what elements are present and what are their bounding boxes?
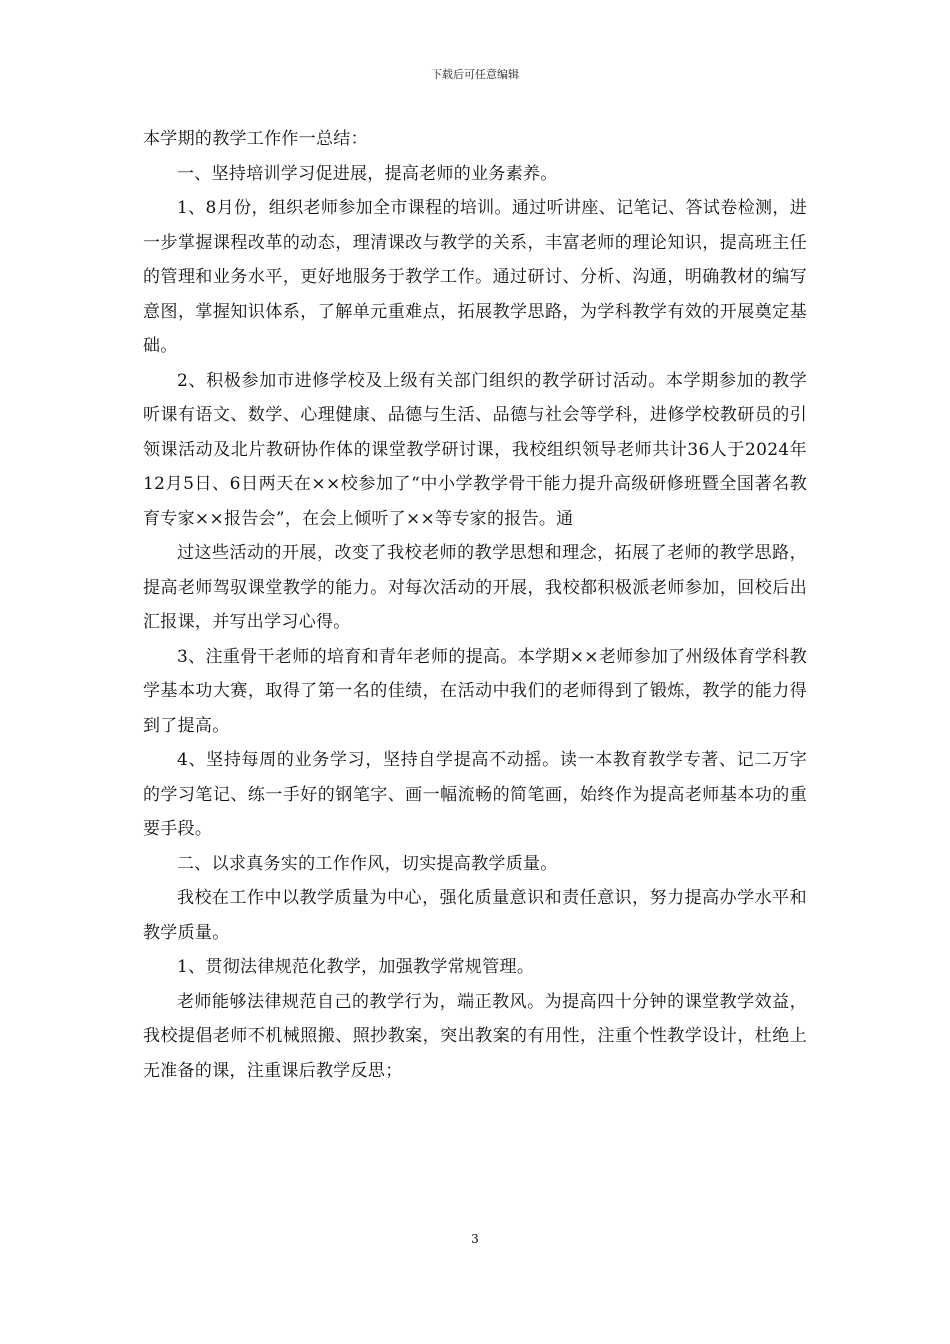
paragraph-item-1: 1、8月份，组织老师参加全市课程的培训。通过听讲座、记笔记、答试卷检测，进一步掌握课程改革的动态，理清课改与教学的关系，丰富老师的理论知识，提高班主任的管理和业务水平，更好地服务于教学工作。通过研讨、分析、沟通，明确教材的编写意图，掌握知识体系，了解单元重难点，拓展教学思路，为学科教学有效的开展奠定基础。 bbox=[143, 198, 807, 356]
document-body bbox=[143, 122, 807, 1088]
paragraph-intro: 本学期的教学工作作一总结： bbox=[143, 129, 368, 149]
page-number: 3 bbox=[471, 1232, 479, 1246]
section-heading-2: 二、以求真务实的工作作风，切实提高教学质量。 bbox=[177, 853, 558, 874]
paragraph-item-4: 4、坚持每周的业务学习，坚持自学提高不动摇。读一本教育教学专著、记二万字的学习笔记、练一手好的钢笔字、画一幅流畅的简笔画，始终作为提高老师基本功的重要手段。 bbox=[143, 750, 807, 839]
paragraph-item-2: 2、积极参加市进修学校及上级有关部门组织的教学研讨活动。本学期参加的教学听课有语文、数学、心理健康、品德与生活、品德与社会等学科，进修学校教研员的引领课活动及北片教研协作体的课堂教学研讨课，我校组织领导老师共计36人于2024年12月5日、6日两天在××校参加了“中小学教学骨干能力提升高级研修班暨全国著名教育专家××报告会”，在会上倾听了××等专家的报告。通 bbox=[143, 370, 807, 529]
paragraph-item-2-continued: 过这些活动的开展，改变了我校老师的教学思想和理念，拓展了老师的教学思路，提高老师驾驭课堂教学的能力。对每次活动的开展，我校都积极派老师参加，回校后出汇报课，并写出学习心得。 bbox=[143, 543, 807, 632]
paragraph-subheading-1: 1、贯彻法律规范化教学，加强教学常规管理。 bbox=[177, 957, 535, 977]
page-header: 下载后可任意编辑 bbox=[431, 68, 519, 81]
paragraph-section-2-intro: 我校在工作中以教学质量为中心，强化质量意识和责任意识，努力提高办学水平和教学质量。 bbox=[143, 888, 807, 943]
section-heading-1: 一、坚持培训学习促进展，提高老师的业务素养。 bbox=[177, 163, 558, 184]
paragraph-subheading-1-body: 老师能够法律规范自己的教学行为，端正教风。为提高四十分钟的课堂教学效益，我校提倡老师不机械照搬、照抄教案，突出教案的有用性，注重个性教学设计，杜绝上无准备的课，注重课后教学反思； bbox=[143, 991, 807, 1081]
paragraph-item-3: 3、注重骨干老师的培育和青年老师的提高。本学期××老师参加了州级体育学科教学基本功大赛，取得了第一名的佳绩，在活动中我们的老师得到了锻炼，教学的能力得到了提高。 bbox=[143, 646, 807, 736]
